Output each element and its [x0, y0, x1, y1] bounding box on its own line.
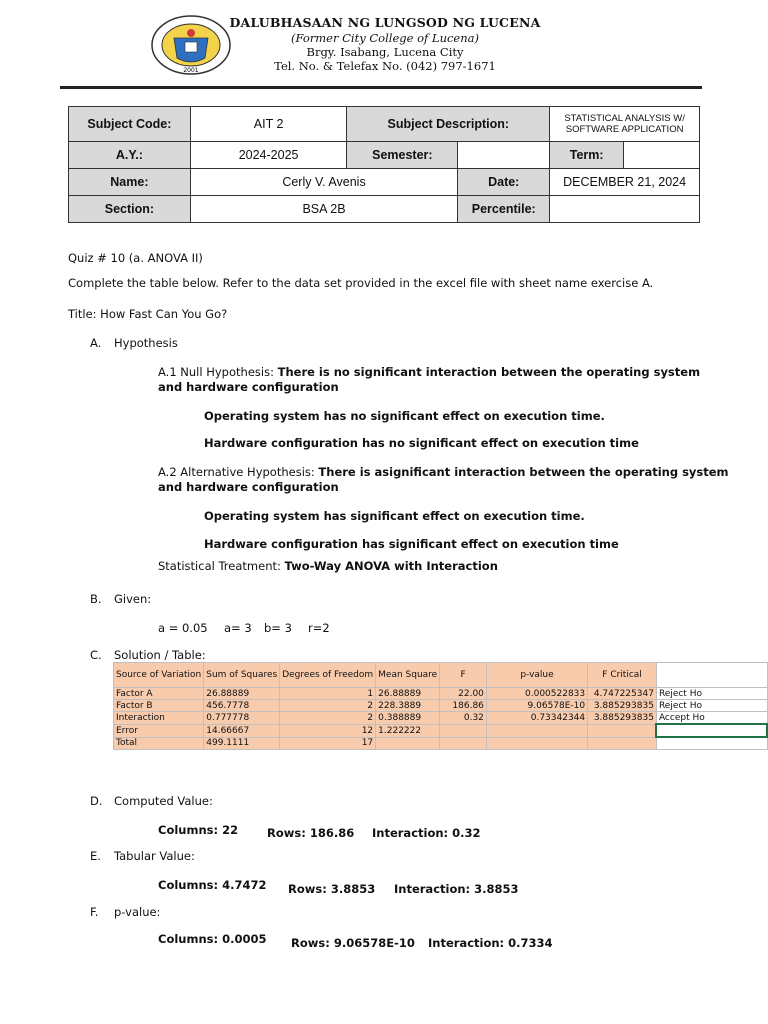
cell: Error — [114, 724, 204, 737]
cell: 0.777778 — [204, 712, 280, 725]
cell: Factor B — [114, 700, 204, 712]
table-row — [114, 737, 768, 750]
cell: 22.00 — [440, 688, 487, 700]
cell: 3.885293835 — [588, 712, 657, 725]
table-row — [114, 688, 768, 700]
student-info-table — [68, 106, 700, 223]
section-b-marker: B. — [90, 592, 102, 606]
header-ms: Mean Square — [376, 663, 440, 688]
quiz-title: Title: How Fast Can You Go? — [68, 307, 228, 321]
subject-description-label: Subject Description: — [347, 107, 550, 142]
tabular-heading: Tabular Value: — [114, 849, 195, 863]
alt-hypothesis-text: There is asignificant interaction between the operating system — [318, 465, 729, 479]
cell: 0.388889 — [376, 712, 440, 725]
table-row — [114, 724, 768, 737]
semester-value — [458, 142, 550, 169]
ay-label: A.Y.: — [69, 142, 191, 169]
term-value — [624, 142, 700, 169]
term-label: Term: — [550, 142, 624, 169]
seal-year: 2001 — [183, 67, 199, 74]
cell: 186.86 — [440, 700, 487, 712]
section-value: BSA 2B — [190, 196, 457, 223]
cell: 1 — [280, 688, 376, 700]
subject-code-value: AIT 2 — [190, 107, 347, 142]
solution-heading: Solution / Table: — [114, 648, 206, 662]
cell: Total — [114, 737, 204, 750]
cell: 14.66667 — [204, 724, 280, 737]
alt-hypothesis-prefix: A.2 Alternative Hypothesis: — [158, 465, 319, 479]
computed-heading: Computed Value: — [114, 794, 213, 808]
hypothesis-heading: Hypothesis — [114, 336, 178, 350]
cell: 26.88889 — [204, 688, 280, 700]
cell — [486, 737, 587, 750]
cell-decision: Accept Ho — [656, 712, 767, 725]
cell: 228.3889 — [376, 700, 440, 712]
alt-hw-hypothesis: Hardware configuration has significant effect on execution time — [204, 537, 619, 551]
given-alpha: a = 0.05 — [158, 621, 208, 635]
selected-cell[interactable] — [656, 724, 767, 737]
cell — [440, 737, 487, 750]
cell — [486, 724, 587, 737]
pvalue-rows: Rows: 9.06578E-10 — [291, 936, 415, 950]
subject-code-label: Subject Code: — [69, 107, 191, 142]
given-b: b= 3 — [264, 621, 292, 635]
percentile-value — [550, 196, 700, 223]
cell — [440, 724, 487, 737]
null-hypothesis-text: There is no significant interaction between the operating system — [277, 365, 701, 379]
given-r: r=2 — [308, 621, 330, 635]
given-a: a= 3 — [224, 621, 252, 635]
null-hypothesis-line2: and hardware configuration — [158, 380, 339, 394]
cell: 12 — [280, 724, 376, 737]
tabular-columns: Columns: 4.7472 — [158, 878, 267, 892]
cell — [588, 724, 657, 737]
ay-value: 2024-2025 — [190, 142, 347, 169]
tabular-rows: Rows: 3.8853 — [288, 882, 376, 896]
anova-table — [113, 662, 768, 750]
name-label: Name: — [69, 169, 191, 196]
section-f-marker: F. — [90, 905, 99, 919]
semester-label: Semester: — [347, 142, 458, 169]
cell: 0.32 — [440, 712, 487, 725]
treatment-value: Two-Way ANOVA with Interaction — [284, 559, 498, 573]
null-hypothesis-line1 — [158, 365, 700, 379]
header-source: Source of Variation — [114, 663, 204, 688]
alt-os-hypothesis: Operating system has significant effect on execution time. — [204, 509, 585, 523]
table-row — [114, 700, 768, 712]
cell: 17 — [280, 737, 376, 750]
computed-interaction: Interaction: 0.32 — [372, 826, 481, 840]
address: Brgy. Isabang, Lucena City — [306, 45, 464, 59]
pvalue-columns: Columns: 0.0005 — [158, 932, 267, 946]
computed-columns: Columns: 22 — [158, 823, 239, 837]
alt-hypothesis-line1 — [158, 465, 729, 479]
statistical-treatment — [158, 559, 498, 573]
cell-decision — [656, 737, 767, 750]
cell: 0.000522833 — [486, 688, 587, 700]
percentile-label: Percentile: — [458, 196, 550, 223]
section-label: Section: — [69, 196, 191, 223]
header-pvalue: p-value — [486, 663, 587, 688]
table-row — [114, 712, 768, 725]
header-f: F — [440, 663, 487, 688]
cell-decision: Reject Ho — [656, 700, 767, 712]
section-a-marker: A. — [90, 336, 102, 350]
cell: 26.88889 — [376, 688, 440, 700]
cell: 456.7778 — [204, 700, 280, 712]
cell: 1.222222 — [376, 724, 440, 737]
computed-rows: Rows: 186.86 — [267, 826, 355, 840]
pvalue-interaction: Interaction: 0.7334 — [428, 936, 553, 950]
cell — [588, 737, 657, 750]
cell: Factor A — [114, 688, 204, 700]
cell — [376, 737, 440, 750]
section-c-marker: C. — [90, 648, 102, 662]
cell: 4.747225347 — [588, 688, 657, 700]
cell: 9.06578E-10 — [486, 700, 587, 712]
phone: Tel. No. & Telefax No. (042) 797-1671 — [274, 59, 496, 73]
cell: 3.885293835 — [588, 700, 657, 712]
null-hypothesis-prefix: A.1 Null Hypothesis: — [158, 365, 278, 379]
tabular-interaction: Interaction: 3.8853 — [394, 882, 519, 896]
cell: 499.1111 — [204, 737, 280, 750]
date-label: Date: — [458, 169, 550, 196]
date-value: DECEMBER 21, 2024 — [550, 169, 700, 196]
quiz-heading: Quiz # 10 (a. ANOVA II) — [68, 251, 203, 265]
name-value: Cerly V. Avenis — [190, 169, 457, 196]
null-os-hypothesis: Operating system has no significant effect on execution time. — [204, 409, 605, 423]
header-divider — [60, 86, 702, 89]
treatment-prefix: Statistical Treatment: — [158, 559, 285, 573]
cell: Interaction — [114, 712, 204, 725]
header-blank — [656, 663, 767, 688]
given-heading: Given: — [114, 592, 152, 606]
subject-description-value: STATISTICAL ANALYSIS W/ SOFTWARE APPLICATION — [550, 107, 700, 142]
cell: 0.73342344 — [486, 712, 587, 725]
section-d-marker: D. — [90, 794, 103, 808]
header-fcrit: F Critical — [588, 663, 657, 688]
cell: 2 — [280, 700, 376, 712]
cell-decision: Reject Ho — [656, 688, 767, 700]
former-name: (Former City College of Lucena) — [291, 31, 479, 45]
section-e-marker: E. — [90, 849, 101, 863]
quiz-instruction: Complete the table below. Refer to the data set provided in the excel file with sheet name exercise A. — [68, 276, 654, 290]
null-hw-hypothesis: Hardware configuration has no significant effect on execution time — [204, 436, 639, 450]
pvalue-heading: p-value: — [114, 905, 161, 919]
header-ss: Sum of Squares — [204, 663, 280, 688]
header-df: Degrees of Freedom — [280, 663, 376, 688]
alt-hypothesis-line2: and hardware configuration — [158, 480, 339, 494]
institution-name: DALUBHASAAN NG LUNGSOD NG LUCENA — [229, 15, 541, 30]
cell: 2 — [280, 712, 376, 725]
